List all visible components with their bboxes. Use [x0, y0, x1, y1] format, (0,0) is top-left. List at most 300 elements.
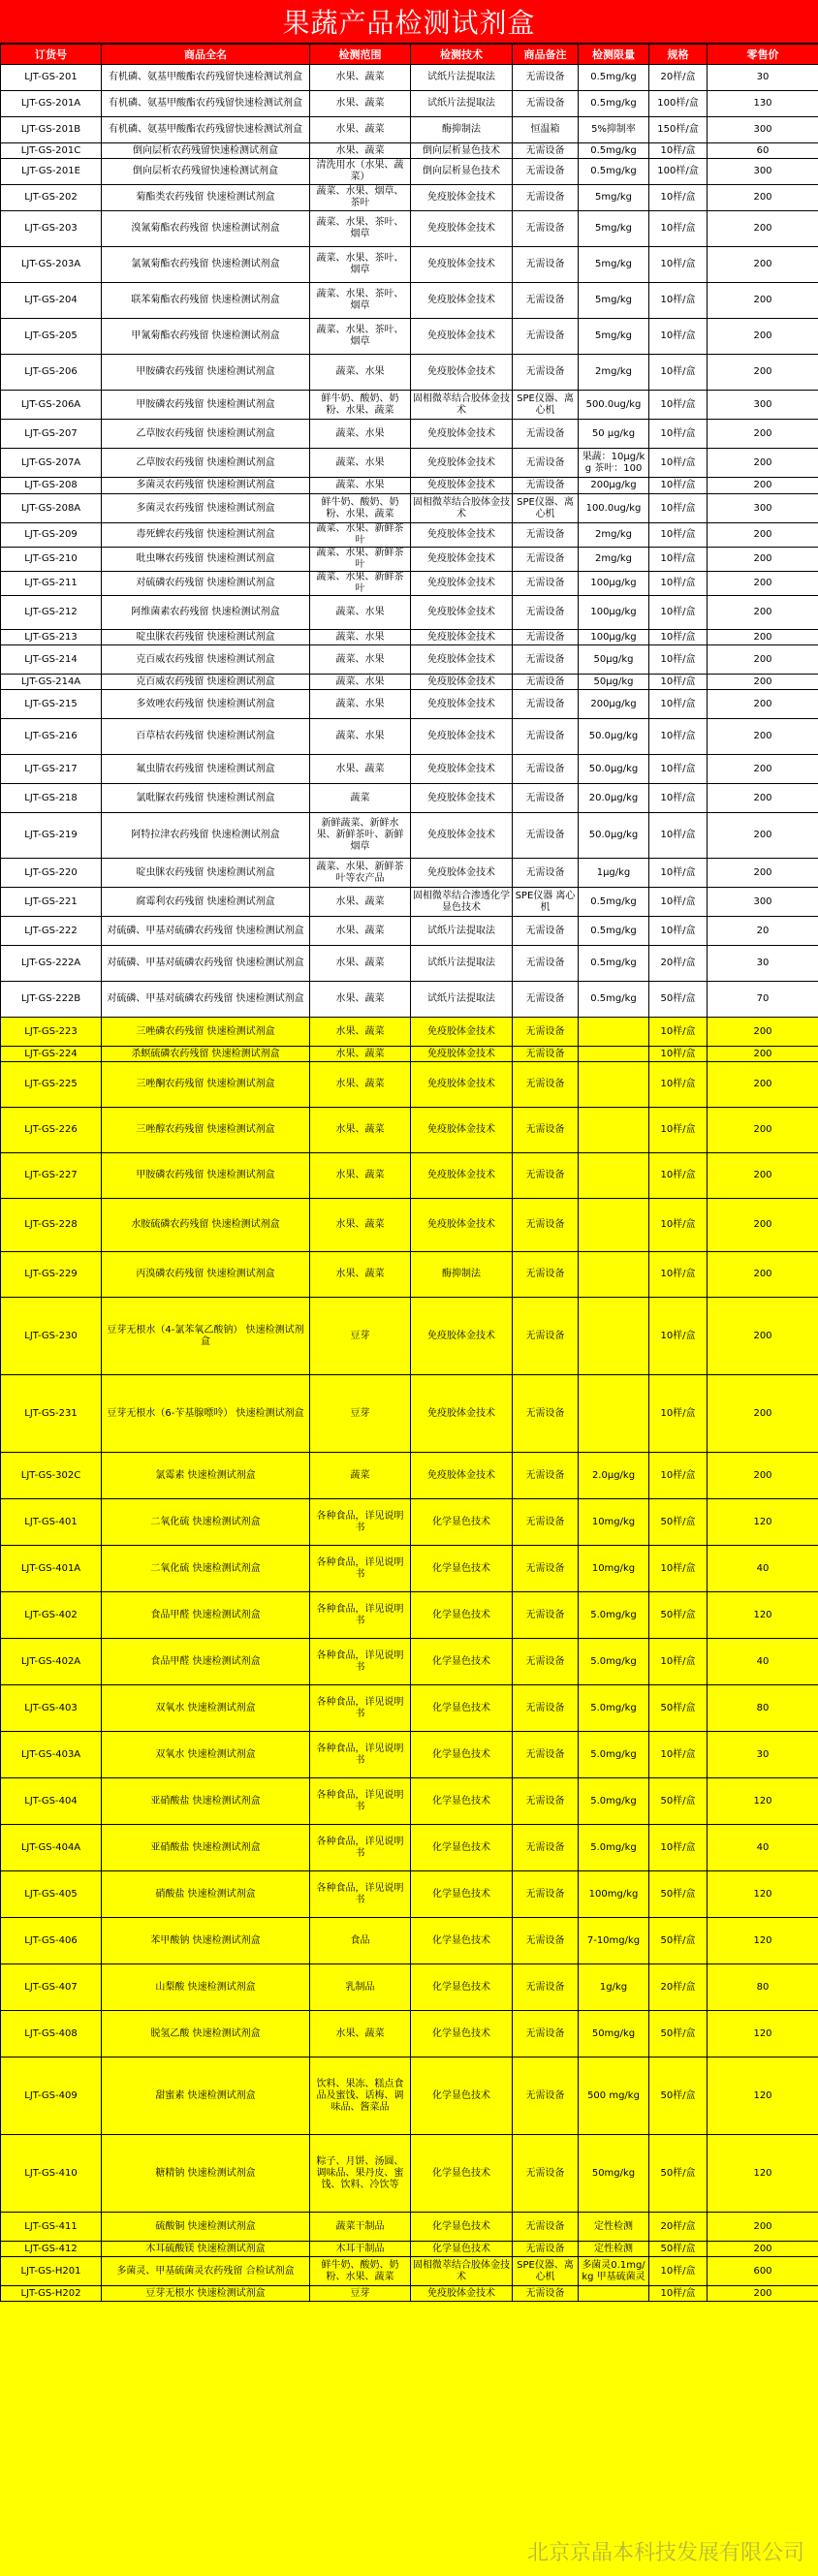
cell-tech[interactable]: 化学显色技术: [411, 1639, 513, 1685]
cell-limit[interactable]: 5mg/kg: [579, 283, 649, 319]
cell-range[interactable]: 蔬菜、水果: [310, 675, 411, 690]
col-header-note[interactable]: 商品备注: [513, 45, 579, 65]
cell-spec[interactable]: 10样/盒: [649, 1199, 708, 1252]
cell-note[interactable]: 无需设备: [513, 719, 579, 755]
cell-tech[interactable]: 免疫胶体金技术: [411, 355, 513, 391]
cell-note[interactable]: 无需设备: [513, 1018, 579, 1047]
cell-id[interactable]: LJT-GS-412: [1, 2242, 102, 2257]
cell-name[interactable]: 三唑醇农药残留 快速检测试剂盒: [102, 1108, 310, 1153]
cell-price[interactable]: 200: [708, 1153, 818, 1199]
cell-spec[interactable]: 20样/盒: [649, 2213, 708, 2242]
cell-note[interactable]: 无需设备: [513, 1732, 579, 1778]
cell-id[interactable]: LJT-GS-214A: [1, 675, 102, 690]
cell-note[interactable]: 无需设备: [513, 159, 579, 185]
cell-limit[interactable]: 100.0ug/kg: [579, 494, 649, 523]
cell-id[interactable]: LJT-GS-402A: [1, 1639, 102, 1685]
cell-spec[interactable]: 10样/盒: [649, 2286, 708, 2302]
cell-tech[interactable]: 免疫胶体金技术: [411, 548, 513, 572]
cell-limit[interactable]: [579, 1252, 649, 1298]
cell-note[interactable]: 无需设备: [513, 630, 579, 645]
cell-note[interactable]: 无需设备: [513, 2242, 579, 2257]
cell-name[interactable]: 菊酯类农药残留 快速检测试剂盒: [102, 185, 310, 211]
cell-note[interactable]: 无需设备: [513, 420, 579, 449]
cell-price[interactable]: 20: [708, 917, 818, 946]
cell-id[interactable]: LJT-GS-201A: [1, 91, 102, 117]
cell-limit[interactable]: 5.0mg/kg: [579, 1639, 649, 1685]
cell-range[interactable]: 木耳干制品: [310, 2242, 411, 2257]
cell-range[interactable]: 蔬菜、水果: [310, 630, 411, 645]
cell-price[interactable]: 200: [708, 859, 818, 888]
cell-tech[interactable]: 化学显色技术: [411, 2011, 513, 2058]
cell-note[interactable]: 无需设备: [513, 982, 579, 1018]
cell-tech[interactable]: 化学显色技术: [411, 1732, 513, 1778]
cell-range[interactable]: 蔬菜、水果: [310, 478, 411, 494]
cell-limit[interactable]: 200μg/kg: [579, 478, 649, 494]
cell-spec[interactable]: 10样/盒: [649, 1375, 708, 1453]
cell-spec[interactable]: 10样/盒: [649, 1732, 708, 1778]
cell-tech[interactable]: 酶抑制法: [411, 1252, 513, 1298]
cell-id[interactable]: LJT-GS-219: [1, 813, 102, 859]
cell-note[interactable]: 无需设备: [513, 185, 579, 211]
cell-tech[interactable]: 试纸片法提取法: [411, 91, 513, 117]
cell-id[interactable]: LJT-GS-226: [1, 1108, 102, 1153]
cell-range[interactable]: 蔬菜、水果、茶叶、烟草: [310, 247, 411, 283]
cell-spec[interactable]: 100样/盒: [649, 159, 708, 185]
cell-note[interactable]: 无需设备: [513, 784, 579, 813]
cell-name[interactable]: 山梨酸 快速检测试剂盒: [102, 1964, 310, 2011]
cell-note[interactable]: 无需设备: [513, 1047, 579, 1062]
cell-spec[interactable]: 50样/盒: [649, 982, 708, 1018]
cell-note[interactable]: 无需设备: [513, 449, 579, 478]
cell-name[interactable]: 克百威农药残留 快速检测试剂盒: [102, 675, 310, 690]
cell-note[interactable]: 无需设备: [513, 596, 579, 630]
cell-price[interactable]: 200: [708, 2242, 818, 2257]
cell-tech[interactable]: 免疫胶体金技术: [411, 449, 513, 478]
cell-name[interactable]: 毒死蜱农药残留 快速检测试剂盒: [102, 523, 310, 548]
cell-name[interactable]: 联苯菊酯农药残留 快速检测试剂盒: [102, 283, 310, 319]
cell-note[interactable]: 无需设备: [513, 1199, 579, 1252]
cell-range[interactable]: 水果、蔬菜: [310, 65, 411, 91]
cell-name[interactable]: 丙溴磷农药残留 快速检测试剂盒: [102, 1252, 310, 1298]
cell-id[interactable]: LJT-GS-401A: [1, 1546, 102, 1592]
cell-id[interactable]: LJT-GS-222B: [1, 982, 102, 1018]
cell-spec[interactable]: 50样/盒: [649, 2058, 708, 2135]
cell-tech[interactable]: 免疫胶体金技术: [411, 572, 513, 596]
cell-note[interactable]: 无需设备: [513, 1499, 579, 1546]
cell-price[interactable]: 200: [708, 319, 818, 355]
cell-tech[interactable]: 免疫胶体金技术: [411, 1108, 513, 1153]
cell-tech[interactable]: 化学显色技术: [411, 1825, 513, 1871]
cell-note[interactable]: 无需设备: [513, 91, 579, 117]
cell-spec[interactable]: 50样/盒: [649, 2011, 708, 2058]
cell-spec[interactable]: 10样/盒: [649, 1825, 708, 1871]
cell-spec[interactable]: 10样/盒: [649, 1062, 708, 1108]
cell-price[interactable]: 130: [708, 91, 818, 117]
cell-limit[interactable]: 2mg/kg: [579, 355, 649, 391]
cell-spec[interactable]: 150样/盒: [649, 117, 708, 143]
cell-range[interactable]: 水果、蔬菜: [310, 143, 411, 159]
cell-tech[interactable]: 试纸片法提取法: [411, 65, 513, 91]
cell-name[interactable]: 腐霉利农药残留 快速检测试剂盒: [102, 888, 310, 917]
cell-name[interactable]: 多菌灵农药残留 快速检测试剂盒: [102, 494, 310, 523]
cell-price[interactable]: 200: [708, 1018, 818, 1047]
cell-range[interactable]: 蔬菜、水果: [310, 645, 411, 675]
cell-note[interactable]: SPE仪器、离心机: [513, 494, 579, 523]
cell-range[interactable]: 水果、蔬菜: [310, 917, 411, 946]
cell-tech[interactable]: 固相微萃结合胶体金技术: [411, 494, 513, 523]
cell-limit[interactable]: 5.0mg/kg: [579, 1732, 649, 1778]
cell-note[interactable]: 无需设备: [513, 283, 579, 319]
cell-id[interactable]: LJT-GS-209: [1, 523, 102, 548]
cell-limit[interactable]: 2mg/kg: [579, 548, 649, 572]
cell-price[interactable]: 200: [708, 548, 818, 572]
cell-note[interactable]: 无需设备: [513, 2058, 579, 2135]
cell-note[interactable]: 无需设备: [513, 1108, 579, 1153]
cell-id[interactable]: LJT-GS-231: [1, 1375, 102, 1453]
cell-limit[interactable]: 0.5mg/kg: [579, 888, 649, 917]
cell-id[interactable]: LJT-GS-204: [1, 283, 102, 319]
cell-id[interactable]: LJT-GS-208: [1, 478, 102, 494]
cell-range[interactable]: 豆芽: [310, 1375, 411, 1453]
cell-name[interactable]: 有机磷、氨基甲酸酯农药残留快速检测试剂盒: [102, 117, 310, 143]
cell-range[interactable]: 各种食品，详见说明书: [310, 1499, 411, 1546]
cell-limit[interactable]: 2mg/kg: [579, 523, 649, 548]
cell-note[interactable]: 无需设备: [513, 1453, 579, 1499]
cell-name[interactable]: 氯氰菊酯农药残留 快速检测试剂盒: [102, 247, 310, 283]
cell-price[interactable]: 200: [708, 1199, 818, 1252]
cell-price[interactable]: 120: [708, 2058, 818, 2135]
cell-name[interactable]: 硝酸盐 快速检测试剂盒: [102, 1871, 310, 1918]
cell-range[interactable]: 蔬菜、水果: [310, 449, 411, 478]
cell-id[interactable]: LJT-GS-220: [1, 859, 102, 888]
cell-tech[interactable]: 免疫胶体金技术: [411, 1375, 513, 1453]
cell-limit[interactable]: 50mg/kg: [579, 2135, 649, 2213]
cell-name[interactable]: 乙草胺农药残留 快速检测试剂盒: [102, 449, 310, 478]
cell-price[interactable]: 200: [708, 645, 818, 675]
cell-limit[interactable]: [579, 1375, 649, 1453]
cell-range[interactable]: 水果、蔬菜: [310, 1153, 411, 1199]
cell-range[interactable]: 水果、蔬菜: [310, 888, 411, 917]
cell-tech[interactable]: 免疫胶体金技术: [411, 1153, 513, 1199]
cell-price[interactable]: 200: [708, 630, 818, 645]
cell-range[interactable]: 粽子、月饼、汤圆、调味品、果丹皮、蜜饯、饮料、冷饮等: [310, 2135, 411, 2213]
cell-id[interactable]: LJT-GS-403: [1, 1685, 102, 1732]
cell-tech[interactable]: 化学显色技术: [411, 1871, 513, 1918]
cell-spec[interactable]: 20样/盒: [649, 1964, 708, 2011]
cell-note[interactable]: 无需设备: [513, 2286, 579, 2302]
cell-spec[interactable]: 10样/盒: [649, 283, 708, 319]
cell-price[interactable]: 30: [708, 946, 818, 982]
cell-id[interactable]: LJT-GS-202: [1, 185, 102, 211]
cell-limit[interactable]: 50μg/kg: [579, 675, 649, 690]
cell-id[interactable]: LJT-GS-405: [1, 1871, 102, 1918]
cell-range[interactable]: 蔬菜干制品: [310, 2213, 411, 2242]
cell-id[interactable]: LJT-GS-201E: [1, 159, 102, 185]
cell-limit[interactable]: 7-10mg/kg: [579, 1918, 649, 1964]
cell-tech[interactable]: 免疫胶体金技术: [411, 784, 513, 813]
cell-id[interactable]: LJT-GS-203A: [1, 247, 102, 283]
cell-price[interactable]: 40: [708, 1639, 818, 1685]
cell-name[interactable]: 苯甲酸钠 快速检测试剂盒: [102, 1918, 310, 1964]
cell-name[interactable]: 有机磷、氨基甲酸酯农药残留快速检测试剂盒: [102, 91, 310, 117]
cell-limit[interactable]: [579, 1199, 649, 1252]
cell-note[interactable]: 无需设备: [513, 478, 579, 494]
cell-name[interactable]: 有机磷、氨基甲酸酯农药残留快速检测试剂盒: [102, 65, 310, 91]
cell-limit[interactable]: 0.5mg/kg: [579, 143, 649, 159]
cell-name[interactable]: 多菌灵、甲基硫菌灵农药残留 合检试剂盒: [102, 2257, 310, 2286]
cell-spec[interactable]: 10样/盒: [649, 645, 708, 675]
cell-tech[interactable]: 免疫胶体金技术: [411, 596, 513, 630]
cell-spec[interactable]: 10样/盒: [649, 355, 708, 391]
cell-price[interactable]: 200: [708, 2213, 818, 2242]
cell-id[interactable]: LJT-GS-227: [1, 1153, 102, 1199]
cell-range[interactable]: 水果、蔬菜: [310, 982, 411, 1018]
cell-price[interactable]: 200: [708, 813, 818, 859]
cell-range[interactable]: 各种食品，详见说明书: [310, 1639, 411, 1685]
cell-tech[interactable]: 酶抑制法: [411, 117, 513, 143]
cell-id[interactable]: LJT-GS-221: [1, 888, 102, 917]
cell-name[interactable]: 亚硝酸盐 快速检测试剂盒: [102, 1825, 310, 1871]
cell-tech[interactable]: 免疫胶体金技术: [411, 630, 513, 645]
cell-note[interactable]: 无需设备: [513, 1252, 579, 1298]
cell-limit[interactable]: [579, 1018, 649, 1047]
cell-range[interactable]: 蔬菜、水果、茶叶、烟草: [310, 211, 411, 247]
cell-note[interactable]: 无需设备: [513, 946, 579, 982]
cell-limit[interactable]: 多菌灵0.1mg/kg 甲基硫菌灵: [579, 2257, 649, 2286]
cell-spec[interactable]: 20样/盒: [649, 946, 708, 982]
cell-spec[interactable]: 10样/盒: [649, 247, 708, 283]
cell-spec[interactable]: 10样/盒: [649, 319, 708, 355]
cell-limit[interactable]: 1μg/kg: [579, 859, 649, 888]
cell-id[interactable]: LJT-GS-410: [1, 2135, 102, 2213]
cell-id[interactable]: LJT-GS-230: [1, 1298, 102, 1375]
cell-name[interactable]: 三唑酮农药残留 快速检测试剂盒: [102, 1062, 310, 1108]
cell-range[interactable]: 豆芽: [310, 2286, 411, 2302]
cell-id[interactable]: LJT-GS-207A: [1, 449, 102, 478]
cell-limit[interactable]: 5%抑制率: [579, 117, 649, 143]
cell-price[interactable]: 300: [708, 888, 818, 917]
cell-price[interactable]: 30: [708, 1732, 818, 1778]
cell-spec[interactable]: 10样/盒: [649, 596, 708, 630]
cell-range[interactable]: 食品: [310, 1918, 411, 1964]
cell-range[interactable]: 各种食品，详见说明书: [310, 1778, 411, 1825]
cell-spec[interactable]: 10样/盒: [649, 1047, 708, 1062]
cell-limit[interactable]: 100μg/kg: [579, 572, 649, 596]
cell-range[interactable]: 饮料、果冻、糕点食品及蜜饯、话梅、调味品、酱菜品: [310, 2058, 411, 2135]
cell-note[interactable]: SPE仪器 离心机: [513, 888, 579, 917]
col-header-price[interactable]: 零售价: [708, 45, 818, 65]
cell-tech[interactable]: 化学显色技术: [411, 1918, 513, 1964]
cell-limit[interactable]: 500 mg/kg: [579, 2058, 649, 2135]
cell-id[interactable]: LJT-GS-223: [1, 1018, 102, 1047]
cell-id[interactable]: LJT-GS-207: [1, 420, 102, 449]
cell-tech[interactable]: 免疫胶体金技术: [411, 1062, 513, 1108]
cell-name[interactable]: 多效唑农药残留 快速检测试剂盒: [102, 690, 310, 719]
cell-spec[interactable]: 50样/盒: [649, 1499, 708, 1546]
cell-name[interactable]: 豆芽无根水（4-氯苯氧乙酸钠） 快速检测试剂盒: [102, 1298, 310, 1375]
cell-range[interactable]: 水果、蔬菜: [310, 2011, 411, 2058]
cell-tech[interactable]: 免疫胶体金技术: [411, 283, 513, 319]
cell-spec[interactable]: 10样/盒: [649, 1153, 708, 1199]
cell-spec[interactable]: 10样/盒: [649, 755, 708, 784]
cell-price[interactable]: 200: [708, 675, 818, 690]
cell-name[interactable]: 阿特拉津农药残留 快速检测试剂盒: [102, 813, 310, 859]
cell-price[interactable]: 200: [708, 719, 818, 755]
cell-limit[interactable]: 100μg/kg: [579, 630, 649, 645]
cell-price[interactable]: 30: [708, 65, 818, 91]
cell-id[interactable]: LJT-GS-228: [1, 1199, 102, 1252]
cell-tech[interactable]: 免疫胶体金技术: [411, 211, 513, 247]
cell-price[interactable]: 200: [708, 185, 818, 211]
cell-name[interactable]: 对硫磷、甲基对硫磷农药残留 快速检测试剂盒: [102, 946, 310, 982]
cell-name[interactable]: 甲胺磷农药残留 快速检测试剂盒: [102, 1153, 310, 1199]
cell-price[interactable]: 200: [708, 690, 818, 719]
cell-id[interactable]: LJT-GS-201C: [1, 143, 102, 159]
cell-limit[interactable]: 50 μg/kg: [579, 420, 649, 449]
cell-price[interactable]: 120: [708, 1918, 818, 1964]
cell-note[interactable]: SPE仪器、离心机: [513, 2257, 579, 2286]
cell-spec[interactable]: 10样/盒: [649, 494, 708, 523]
cell-note[interactable]: 无需设备: [513, 1298, 579, 1375]
cell-range[interactable]: 各种食品，详见说明书: [310, 1732, 411, 1778]
cell-name[interactable]: 二氧化硫 快速检测试剂盒: [102, 1499, 310, 1546]
cell-price[interactable]: 200: [708, 523, 818, 548]
cell-note[interactable]: 无需设备: [513, 859, 579, 888]
cell-tech[interactable]: 免疫胶体金技术: [411, 420, 513, 449]
cell-limit[interactable]: 2.0μg/kg: [579, 1453, 649, 1499]
cell-name[interactable]: 甜蜜素 快速检测试剂盒: [102, 2058, 310, 2135]
cell-price[interactable]: 200: [708, 1453, 818, 1499]
cell-tech[interactable]: 免疫胶体金技术: [411, 645, 513, 675]
col-header-tech[interactable]: 检测技术: [411, 45, 513, 65]
cell-note[interactable]: 无需设备: [513, 813, 579, 859]
cell-tech[interactable]: 试纸片法提取法: [411, 946, 513, 982]
cell-name[interactable]: 甲胺磷农药残留 快速检测试剂盒: [102, 355, 310, 391]
cell-range[interactable]: 蔬菜、水果: [310, 420, 411, 449]
cell-spec[interactable]: 10样/盒: [649, 523, 708, 548]
cell-note[interactable]: 无需设备: [513, 1546, 579, 1592]
cell-price[interactable]: 70: [708, 982, 818, 1018]
cell-limit[interactable]: 5.0mg/kg: [579, 1592, 649, 1639]
cell-name[interactable]: 甲氰菊酯农药残留 快速检测试剂盒: [102, 319, 310, 355]
cell-id[interactable]: LJT-GS-206: [1, 355, 102, 391]
cell-note[interactable]: 无需设备: [513, 143, 579, 159]
cell-spec[interactable]: 10样/盒: [649, 548, 708, 572]
cell-spec[interactable]: 10样/盒: [649, 917, 708, 946]
cell-id[interactable]: LJT-GS-208A: [1, 494, 102, 523]
cell-name[interactable]: 杀螟硫磷农药残留 快速检测试剂盒: [102, 1047, 310, 1062]
cell-spec[interactable]: 10样/盒: [649, 675, 708, 690]
cell-price[interactable]: 200: [708, 1062, 818, 1108]
cell-limit[interactable]: 200μg/kg: [579, 690, 649, 719]
cell-limit[interactable]: 5.0mg/kg: [579, 1825, 649, 1871]
cell-id[interactable]: LJT-GS-222A: [1, 946, 102, 982]
cell-price[interactable]: 120: [708, 2011, 818, 2058]
cell-id[interactable]: LJT-GS-216: [1, 719, 102, 755]
cell-id[interactable]: LJT-GS-210: [1, 548, 102, 572]
cell-name[interactable]: 阿维菌素农药残留 快速检测试剂盒: [102, 596, 310, 630]
cell-range[interactable]: 鲜牛奶、酸奶、奶粉、水果、蔬菜: [310, 2257, 411, 2286]
cell-note[interactable]: 无需设备: [513, 572, 579, 596]
cell-name[interactable]: 二氧化硫 快速检测试剂盒: [102, 1546, 310, 1592]
cell-tech[interactable]: 固相微萃结合胶体金技术: [411, 2257, 513, 2286]
cell-spec[interactable]: 10样/盒: [649, 1252, 708, 1298]
cell-limit[interactable]: 0.5mg/kg: [579, 65, 649, 91]
cell-limit[interactable]: 5mg/kg: [579, 185, 649, 211]
cell-spec[interactable]: 100样/盒: [649, 91, 708, 117]
cell-spec[interactable]: 10样/盒: [649, 859, 708, 888]
cell-spec[interactable]: 10样/盒: [649, 690, 708, 719]
cell-name[interactable]: 倒向层析农药残留快速检测试剂盒: [102, 159, 310, 185]
cell-note[interactable]: 无需设备: [513, 1639, 579, 1685]
cell-tech[interactable]: 免疫胶体金技术: [411, 675, 513, 690]
cell-id[interactable]: LJT-GS-407: [1, 1964, 102, 2011]
cell-note[interactable]: 无需设备: [513, 645, 579, 675]
cell-note[interactable]: 无需设备: [513, 1964, 579, 2011]
cell-note[interactable]: 无需设备: [513, 675, 579, 690]
cell-range[interactable]: 新鲜蔬菜、新鲜水果、新鲜茶叶、新鲜烟草: [310, 813, 411, 859]
cell-id[interactable]: LJT-GS-229: [1, 1252, 102, 1298]
cell-range[interactable]: 清洗用水（水果、蔬菜）: [310, 159, 411, 185]
cell-id[interactable]: LJT-GS-222: [1, 917, 102, 946]
cell-price[interactable]: 40: [708, 1546, 818, 1592]
cell-id[interactable]: LJT-GS-201: [1, 65, 102, 91]
cell-price[interactable]: 200: [708, 1108, 818, 1153]
cell-note[interactable]: 无需设备: [513, 690, 579, 719]
cell-range[interactable]: 蔬菜、水果: [310, 596, 411, 630]
cell-price[interactable]: 300: [708, 159, 818, 185]
cell-spec[interactable]: 10样/盒: [649, 211, 708, 247]
cell-spec[interactable]: 10样/盒: [649, 420, 708, 449]
cell-name[interactable]: 吡虫啉农药残留 快速检测试剂盒: [102, 548, 310, 572]
cell-range[interactable]: 蔬菜、水果、烟草、茶叶: [310, 185, 411, 211]
cell-price[interactable]: 200: [708, 755, 818, 784]
cell-limit[interactable]: 100mg/kg: [579, 1871, 649, 1918]
cell-price[interactable]: 200: [708, 478, 818, 494]
cell-price[interactable]: 120: [708, 2135, 818, 2213]
cell-range[interactable]: 乳制品: [310, 1964, 411, 2011]
cell-price[interactable]: 200: [708, 1047, 818, 1062]
cell-name[interactable]: 氟虫腈农药残留 快速检测试剂盒: [102, 755, 310, 784]
cell-name[interactable]: 对硫磷、甲基对硫磷农药残留 快速检测试剂盒: [102, 982, 310, 1018]
col-header-range[interactable]: 检测范围: [310, 45, 411, 65]
cell-limit[interactable]: 0.5mg/kg: [579, 946, 649, 982]
cell-name[interactable]: 对硫磷农药残留 快速检测试剂盒: [102, 572, 310, 596]
cell-name[interactable]: 百草枯农药残留 快速检测试剂盒: [102, 719, 310, 755]
cell-limit[interactable]: 1g/kg: [579, 1964, 649, 2011]
cell-range[interactable]: 水果、蔬菜: [310, 117, 411, 143]
cell-tech[interactable]: 免疫胶体金技术: [411, 690, 513, 719]
cell-id[interactable]: LJT-GS-225: [1, 1062, 102, 1108]
cell-range[interactable]: 蔬菜、水果、新鲜茶叶等农产品: [310, 859, 411, 888]
cell-name[interactable]: 脱氢乙酸 快速检测试剂盒: [102, 2011, 310, 2058]
cell-limit[interactable]: 500.0ug/kg: [579, 391, 649, 420]
cell-name[interactable]: 双氧水 快速检测试剂盒: [102, 1732, 310, 1778]
cell-name[interactable]: 双氧水 快速检测试剂盒: [102, 1685, 310, 1732]
cell-id[interactable]: LJT-GS-406: [1, 1918, 102, 1964]
cell-tech[interactable]: 化学显色技术: [411, 1499, 513, 1546]
cell-spec[interactable]: 10样/盒: [649, 143, 708, 159]
cell-tech[interactable]: 化学显色技术: [411, 2135, 513, 2213]
cell-limit[interactable]: [579, 1062, 649, 1108]
cell-spec[interactable]: 10样/盒: [649, 572, 708, 596]
cell-price[interactable]: 120: [708, 1592, 818, 1639]
cell-spec[interactable]: 10样/盒: [649, 888, 708, 917]
cell-spec[interactable]: 10样/盒: [649, 391, 708, 420]
cell-note[interactable]: 无需设备: [513, 247, 579, 283]
cell-limit[interactable]: 50.0μg/kg: [579, 719, 649, 755]
cell-id[interactable]: LJT-GS-404A: [1, 1825, 102, 1871]
